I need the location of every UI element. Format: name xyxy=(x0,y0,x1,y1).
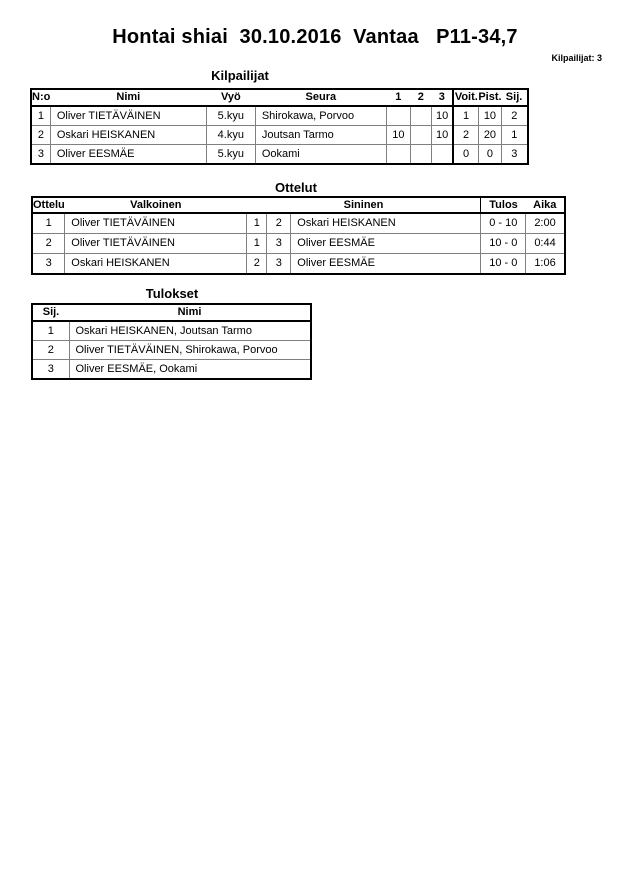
result-place: 2 xyxy=(32,341,69,360)
match-white-no: 1 xyxy=(247,234,267,254)
col-header-result: Tulos xyxy=(481,197,526,213)
match-time: 2:00 xyxy=(526,213,565,234)
match-blue-name: Oskari HEISKANEN xyxy=(291,213,481,234)
competitor-wins: 1 xyxy=(453,106,478,126)
col-header-white: Valkoinen xyxy=(130,198,182,211)
col-header-club: Seura xyxy=(305,91,337,103)
match-no: 3 xyxy=(32,254,65,275)
results-section-heading: Tulokset xyxy=(145,286,199,301)
match-row xyxy=(32,254,565,275)
competitor-no: 3 xyxy=(31,145,50,165)
results-header-row xyxy=(32,304,311,321)
result-place: 3 xyxy=(32,360,69,380)
col-header-points: Pist. xyxy=(478,91,502,103)
result-name: Oliver TIETÄVÄINEN, Shirokawa, Porvoo xyxy=(69,341,311,360)
competitor-row xyxy=(31,126,528,145)
matches-header-row xyxy=(32,197,565,213)
competitor-belt: 4.kyu xyxy=(206,126,255,145)
competitor-round1: 10 xyxy=(386,126,410,145)
competitor-round2 xyxy=(410,145,431,165)
competitor-count-label: Kilpailijat: 3 xyxy=(551,53,602,63)
competitor-round3: 10 xyxy=(431,126,453,145)
match-blue-no: 2 xyxy=(267,213,291,234)
col-header-name: Nimi xyxy=(116,91,141,103)
competitor-round2 xyxy=(410,106,431,126)
match-no: 1 xyxy=(32,213,65,234)
col-header-blue: Sininen xyxy=(343,198,384,211)
match-blue-no: 3 xyxy=(267,254,291,275)
competitor-no: 2 xyxy=(31,126,50,145)
col-header-no: N:o xyxy=(32,91,51,103)
competitor-points: 20 xyxy=(478,126,501,145)
col-header-match-no: Ottelu xyxy=(33,198,65,211)
competitor-belt: 5.kyu xyxy=(206,106,255,126)
competitor-row xyxy=(31,145,528,165)
match-time: 0:44 xyxy=(526,234,565,254)
result-row xyxy=(32,341,311,360)
competitors-section-heading: Kilpailijat xyxy=(211,68,269,83)
match-result: 10 - 0 xyxy=(481,254,526,275)
col-header-belt: Vyö xyxy=(220,91,241,103)
competitor-wins: 0 xyxy=(453,145,478,165)
match-time: 1:06 xyxy=(526,254,565,275)
competitor-place: 1 xyxy=(502,126,528,145)
competitor-place: 2 xyxy=(502,106,528,126)
match-blue-name: Oliver EESMÄE xyxy=(291,254,481,275)
match-white-name: Oliver TIETÄVÄINEN xyxy=(65,213,247,234)
competitor-row xyxy=(31,106,528,126)
match-blue-no: 3 xyxy=(267,234,291,254)
result-row xyxy=(32,321,311,341)
competitor-club: Joutsan Tarmo xyxy=(255,126,386,145)
competitors-table xyxy=(30,88,529,165)
matches-table xyxy=(31,196,566,275)
matches-section-heading: Ottelut xyxy=(275,180,317,195)
match-row xyxy=(32,234,565,254)
match-no: 2 xyxy=(32,234,65,254)
competitor-points: 10 xyxy=(478,106,501,126)
col-header-time: Aika xyxy=(533,198,557,211)
competitor-club: Shirokawa, Porvoo xyxy=(255,106,386,126)
competitor-belt: 5.kyu xyxy=(206,145,255,165)
result-row xyxy=(32,360,311,380)
competitor-wins: 2 xyxy=(453,126,478,145)
col-header-place: Sij. xyxy=(505,91,523,103)
col-header-place: Sij. xyxy=(42,306,60,318)
match-row xyxy=(32,213,565,234)
competitor-no: 1 xyxy=(31,106,50,126)
competitor-name: Oskari HEISKANEN xyxy=(50,126,206,145)
results-table xyxy=(31,303,312,380)
match-white-name: Oliver TIETÄVÄINEN xyxy=(65,234,247,254)
match-white-no: 1 xyxy=(247,213,267,234)
competitor-round1 xyxy=(386,106,410,126)
match-white-name: Oskari HEISKANEN xyxy=(65,254,247,275)
competitor-club: Ookami xyxy=(255,145,386,165)
result-place: 1 xyxy=(32,321,69,341)
col-header-wins: Voit. xyxy=(453,89,478,106)
competitor-round1 xyxy=(386,145,410,165)
competitor-points: 0 xyxy=(478,145,501,165)
col-header-name: Nimi xyxy=(177,306,202,318)
result-name: Oskari HEISKANEN, Joutsan Tarmo xyxy=(69,321,311,341)
match-white-no: 2 xyxy=(247,254,267,275)
match-blue-name: Oliver EESMÄE xyxy=(291,234,481,254)
competitor-name: Oliver EESMÄE xyxy=(50,145,206,165)
match-result: 0 - 10 xyxy=(481,213,526,234)
match-result: 10 - 0 xyxy=(481,234,526,254)
col-header-round1: 1 xyxy=(395,91,402,103)
result-name: Oliver EESMÄE, Ookami xyxy=(69,360,311,380)
page-title: Hontai shiai 30.10.2016 Vantaa P11-34,7 xyxy=(112,26,518,48)
competitor-place: 3 xyxy=(502,145,528,165)
competitor-round2 xyxy=(410,126,431,145)
col-header-round2: 2 xyxy=(417,91,424,103)
competitors-header-row xyxy=(31,89,528,106)
competitor-round3: 10 xyxy=(431,106,453,126)
competitor-name: Oliver TIETÄVÄINEN xyxy=(50,106,206,126)
competitor-round3 xyxy=(431,145,453,165)
col-header-round3: 3 xyxy=(438,91,445,103)
